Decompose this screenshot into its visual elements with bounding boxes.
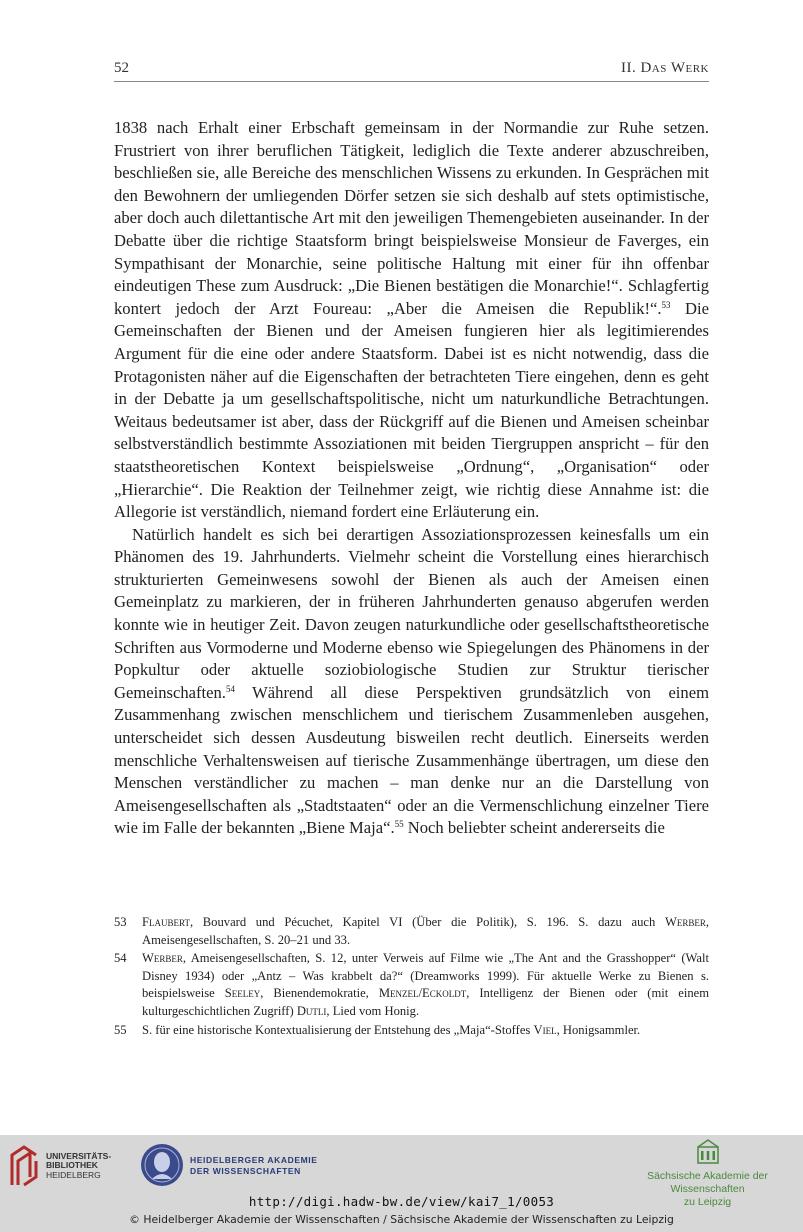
ub-line: UNIVERSITÄTS- — [46, 1150, 112, 1161]
saw-line: zu Leipzig — [683, 1196, 732, 1208]
copyright-notice: © Heidelberger Akademie der Wissenschaften / Sächsische Akademie der Wissenschaften zu Leipzig — [129, 1213, 674, 1226]
permalink-url[interactable]: http://digi.hadw-bw.de/view/kai7_1/0053 — [248, 1194, 555, 1209]
footnote-segment: , Lied vom Honig. — [326, 1003, 420, 1018]
footnotes — [114, 914, 709, 1040]
footnote-segment: , Intelligenz der Bienen oder (mit einem kulturgeschichtlichen Zugriff) — [142, 986, 709, 1018]
author-name: Seeley — [224, 986, 261, 1001]
paragraph-1-part-a: 1838 nach Erhalt einer Erbschaft gemeinsam in der Normandie zur Ruhe setzen. Frustriert von ihrer beruflichen Tätigkeit, lediglich die Texte anderer abzuschreiben, beschließen sie, alle Bereiche des menschlichen Wissens zu erkunden. In Gesprächen mit den Bewohnern der umliegenden Dörfer setzen sie sich deshalb auf stets optimistische, aber doch auch dilettantische Art mit den jeweiligen Themengebieten auseinander. In der Debatte über die richtige Staatsform bringt beispielsweise Monsieur de Faverges, ein Sympathisant der Monarchie, seine politische Haltung mit einer für ihn offenbar eindeutigen These zum Ausdruck: „Die Bienen bestätigen die Monarchie!“. Schlagfertig kontert jedoch der Arzt Foureau: „Aber die Ameisen die Republik!“. — [114, 118, 709, 318]
author-name: Werber — [664, 915, 706, 929]
footnote-55 — [114, 1022, 709, 1040]
author-name: Menzel/Eckoldt — [378, 986, 467, 1001]
footnote-number: 54 — [114, 951, 127, 966]
hadw-seal-icon — [140, 1141, 184, 1191]
footnote-segment: , Ameisengesellschaften, S. 12, unter Verweis auf Filme wie „The Ant and the Grasshopper“ (Walt Disney 1934) oder „Antz – Was krabbelt da?“ (Dreamworks 1999). Für aktuelle Werke zu Bienen s. beispielsweise — [142, 951, 709, 1001]
hadw-logo-text — [190, 1155, 318, 1177]
ub-line: BIBLIOTHEK — [46, 1160, 98, 1171]
author-name: Viel — [533, 1022, 557, 1037]
author-name: Flaubert — [142, 915, 190, 929]
ub-heidelberg-logo[interactable] — [8, 1145, 111, 1187]
footnote-segment: , Honigsammler. — [556, 1022, 641, 1037]
hadw-line: DER WISSENSCHAFTEN — [190, 1166, 301, 1176]
paragraph-2-part-c: Noch beliebter scheint andererseits die — [403, 818, 665, 838]
body-text — [114, 117, 709, 840]
author-name: Werber — [142, 951, 183, 966]
section-title: II. Das Werk — [620, 60, 709, 76]
footnote-number: 53 — [114, 915, 127, 929]
saw-line: Sächsische Akademie der Wissenschaften — [647, 1170, 768, 1195]
footnote-ref-53[interactable]: 53 — [661, 299, 671, 310]
hadw-logo[interactable] — [140, 1141, 318, 1191]
footnote-segment: , Ameisengesellschaften, S. 20–21 und 33. — [142, 915, 709, 947]
footnote-ref-54[interactable]: 54 — [225, 683, 235, 694]
paragraph-2-part-a: Natürlich handelt es sich bei derartigen Assoziationsprozessen keinesfalls um ein Phänomen des 19. Jahrhunderts. Vielmehr scheint die Vorstellung eines hierarchisch strukturierten Gemeinwesens sowohl der Bienen als auch der Ameisen einen Gemeinplatz zu markieren, der in früheren Jahrhunderten genauso abgerufen werden konnte wie in heutiger Zeit. Davon zeugen naturkundliche oder gesellschaftstheoretische Schriften aus Vormoderne und Moderne ebenso wie Spiegelungen des Phänomens in der Popkultur oder aktuelle soziobiologische Studien zur Struktur tierischer Gemeinschaften. — [114, 524, 709, 702]
hadw-line: HEIDELBERGER AKADEMIE — [190, 1155, 318, 1165]
footnote-segment: , Bouvard und Pécuchet, Kapitel VI (Über die Politik), S. 196. S. dazu auch — [189, 915, 665, 929]
footnote-ref-55[interactable]: 55 — [394, 819, 404, 830]
saw-building-icon — [697, 1139, 719, 1165]
paragraph-2 — [114, 524, 709, 840]
footnote-53 — [114, 914, 709, 949]
footnote-text — [142, 1022, 709, 1040]
footnote-segment: S. für eine historische Kontextualisierung der Entstehung des „Maja“-Stoffes — [142, 1022, 534, 1037]
page-number: 52 — [114, 60, 129, 76]
author-name: Dutli — [296, 1003, 327, 1018]
footnote-number: 55 — [114, 1022, 127, 1037]
paragraph-2-part-b: Während all diese Perspektiven grundsätzlich von einem Zusammenhang zwischen menschlichem und tierischem Zusammenleben ausgehen, unterscheidet sich dessen Ausdeutung bisweilen recht deutlich. Einerseits werden menschliche Verhaltensweisen auf tierische Zusammenhänge übertragen, um diese den Menschen verständlicher zu machen – man denke nur an die Darstellung von Ameisengesellschaften als „Stadtstaaten“ oder an die Vermenschlichung einzelner Tiere wie im Falle der bekannten „Biene Maja“. — [114, 682, 709, 838]
footnote-text — [142, 950, 709, 1020]
footnote-text — [142, 914, 709, 949]
ub-logo-icon — [8, 1145, 40, 1187]
ub-logo-text — [46, 1152, 111, 1181]
paragraph-1-part-b: Die Gemeinschaften der Bienen und der Ameisen fungieren hier als legitimierendes Argument für die eine oder andere Staatsform. Dabei ist es nicht notwendig, dass die Protagonisten näher auf die Eigenschaften der betrachteten Tiere eingehen, denn es geht in der Debatte ja um gesellschaftspolitische, nicht um naturkundliche Betrachtungen. Weitaus bedeutsamer ist aber, dass der Rückgriff auf die Bienen und Ameisen scheinbar selbstverständlich bestimmte Assoziationen mit beiden Tiergruppen anspricht – für den staatstheoretischen Kontext beispielsweise „Ordnung“, „Organisation“ oder „Hierarchie“. Die Reaktion der Teilnehmer zeigt, wie richtig diese Annahme ist: die Allegorie ist verständlich, niemand fordert eine Erläuterung ein. — [114, 298, 710, 522]
footnote-segment: , Bienendemokratie, — [260, 986, 379, 1001]
ub-line: HEIDELBERG — [46, 1169, 101, 1180]
footnote-54 — [114, 950, 709, 1020]
running-head — [114, 60, 709, 82]
paragraph-1 — [114, 117, 709, 524]
